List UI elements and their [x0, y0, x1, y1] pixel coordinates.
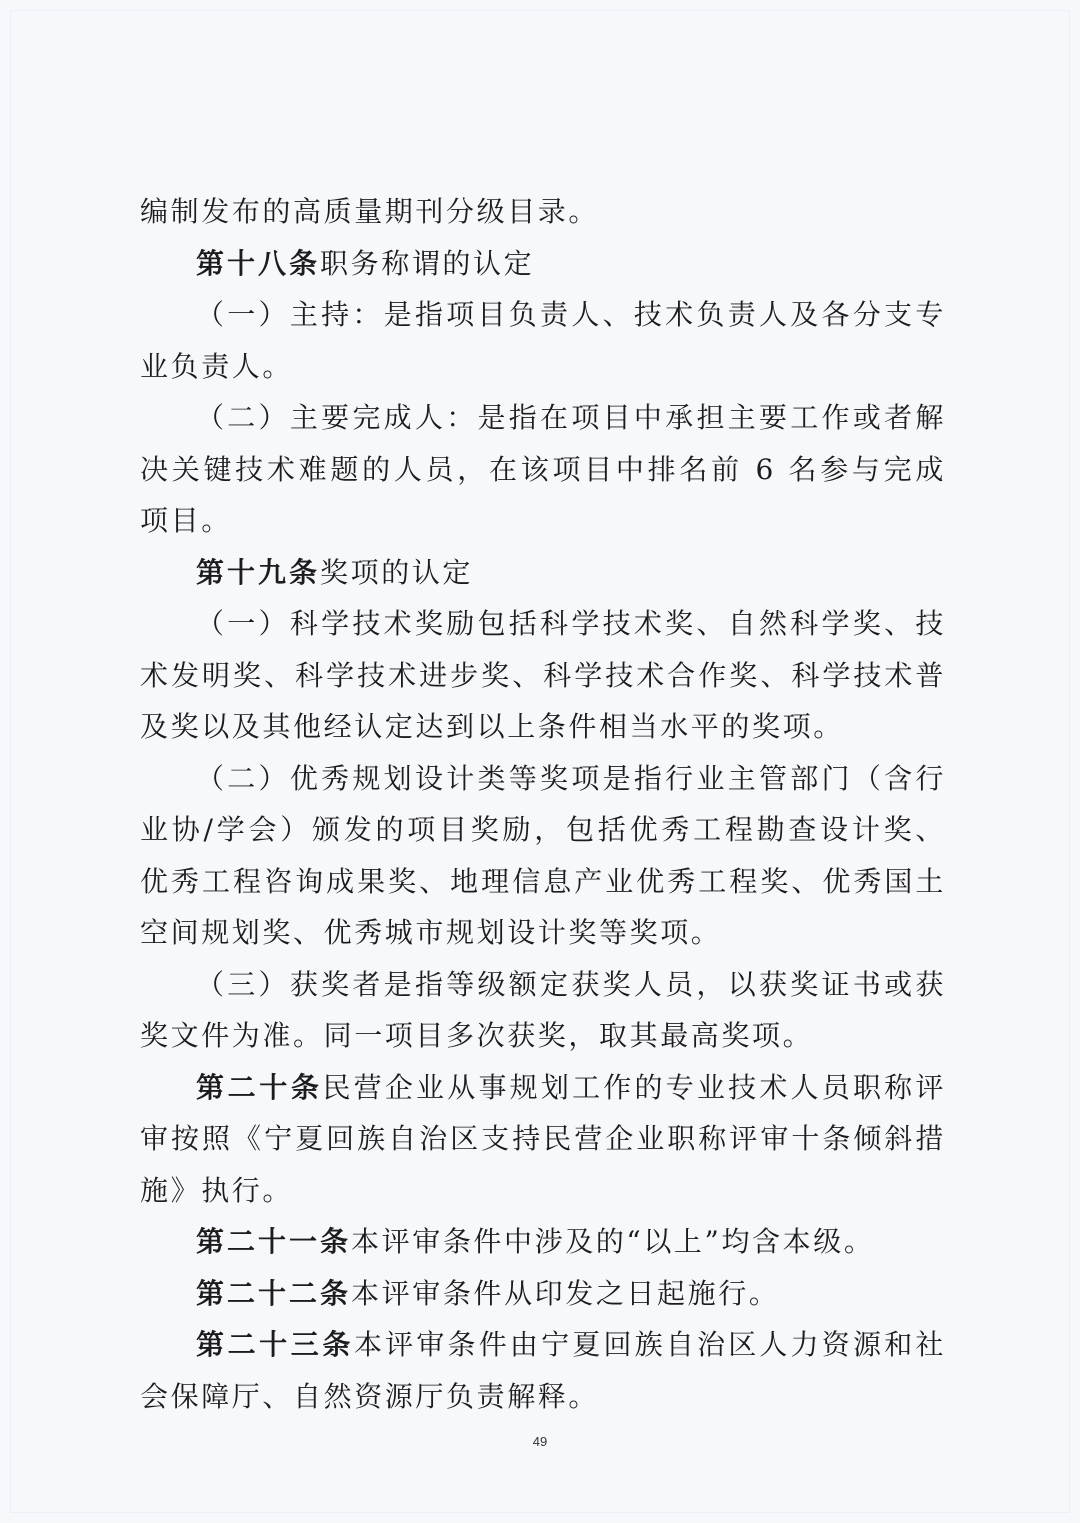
article-heading: 第十八条	[196, 246, 321, 280]
paragraph-text: （二）主要完成人：是指在项目中承担主要工作或者解决关键技术难题的人员，在该项目中排名前 6 名参与完成项目。	[140, 401, 946, 537]
article-heading: 第二十条	[196, 1070, 323, 1104]
article-18-title	[140, 238, 946, 290]
article-19-title	[140, 547, 946, 599]
article-title-text: 职务称谓的认定	[320, 246, 535, 280]
paragraph-text: （三）获奖者是指等级额定获奖人员，以获奖证书或获奖文件为准。同一项目多次获奖，取其最高奖项。	[140, 967, 946, 1052]
article-title-text: 奖项的认定	[320, 555, 474, 589]
article-18-item-1	[140, 289, 946, 392]
article-23	[140, 1319, 946, 1422]
article-text: 本评审条件从印发之日起施行。	[351, 1276, 780, 1310]
article-heading: 第十九条	[196, 555, 321, 589]
article-19-item-2	[140, 753, 946, 959]
paragraph-text: （一）主持：是指项目负责人、技术负责人及各分支专业负责人。	[140, 298, 946, 383]
article-heading: 第二十三条	[196, 1328, 354, 1361]
article-19-item-3	[140, 959, 946, 1062]
article-text: 民营企业从事规划工作的专业技术人员职称评审按照《宁夏回族自治区支持民营企业职称评审十条倾斜措施》执行。	[140, 1070, 946, 1207]
article-heading: 第二十二条	[196, 1276, 352, 1310]
paragraph-text: （一）科学技术奖励包括科学技术奖、自然科学奖、技术发明奖、科学技术进步奖、科学技术合作奖、科学技术普及奖以及其他经认定达到以上条件相当水平的奖项。	[140, 607, 946, 743]
page-number: 49	[532, 1434, 548, 1449]
paragraph-text: 编制发布的高质量期刊分级目录。	[140, 195, 600, 228]
paragraph-text: （二）优秀规划设计类等奖项是指行业主管部门（含行业协/学会）颁发的项目奖励，包括优秀工程勘查设计奖、优秀工程咨询成果奖、地理信息产业优秀工程奖、优秀国土空间规划奖、优秀城市规划设计奖等奖项。	[140, 761, 946, 949]
article-18-item-2	[140, 392, 946, 547]
article-19-item-1	[140, 598, 946, 753]
article-20	[140, 1062, 946, 1217]
article-22	[140, 1268, 946, 1320]
article-heading: 第二十一条	[196, 1225, 352, 1258]
document-body	[140, 186, 946, 1422]
article-text: 本评审条件中涉及的“以上”均含本级。	[351, 1225, 875, 1258]
article-text: 本评审条件由宁夏回族自治区人力资源和社会保障厅、自然资源厅负责解释。	[140, 1328, 946, 1413]
paragraph-continuation	[140, 186, 946, 238]
article-21	[140, 1216, 946, 1268]
